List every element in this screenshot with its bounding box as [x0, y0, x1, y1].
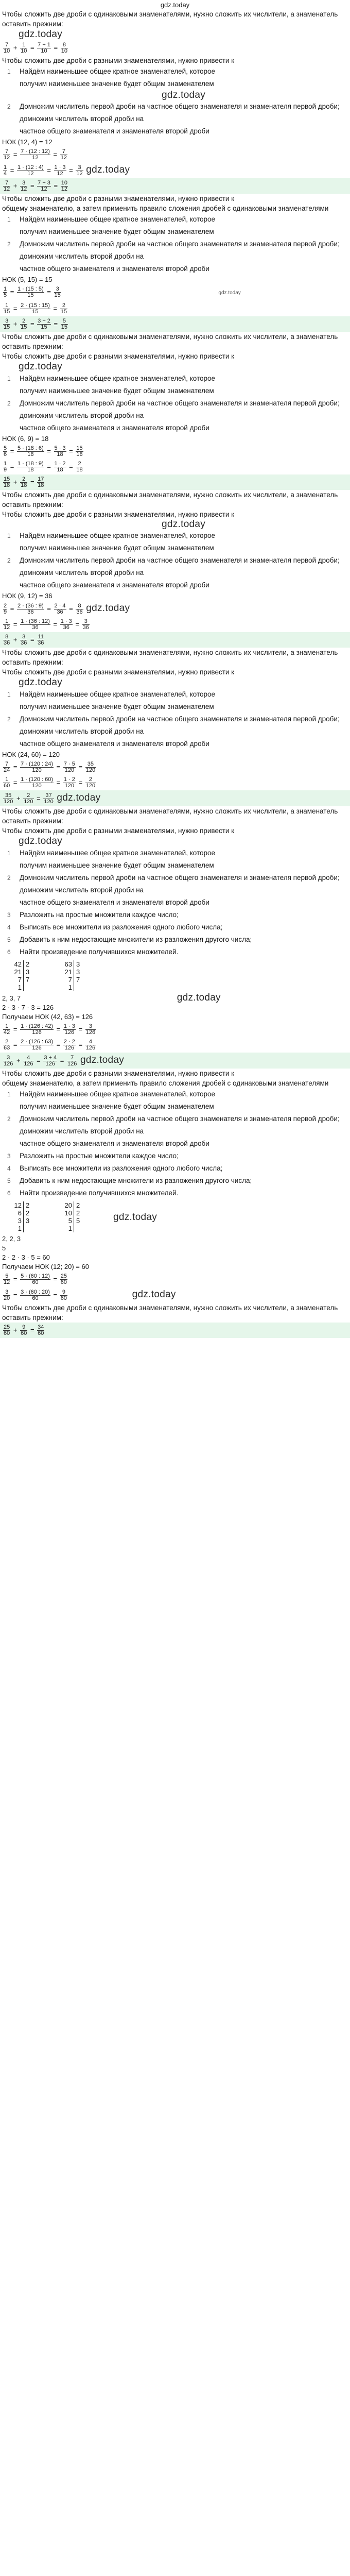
step-4: 4 Выписать все множители из разложения одного любого числа; — [7, 923, 223, 931]
step-1: 1 Найдём наименьшее общее кратное знаменателей, которое — [7, 690, 216, 698]
equation-line: $\frac{1}{42}$ = $\frac{1 \cdot (126 : 42)}{126}$ = $\frac{1 \cdot 3}{126}$ = $\frac{3}{126}$ — [4, 1023, 96, 1036]
example-5 — [2, 648, 348, 806]
step-1: 1 Найдём наименьшее общее кратное знаменателей, которое — [7, 849, 216, 857]
step-1: 1 Найдём наименьшее общее кратное знаменателей, которое — [7, 1090, 216, 1098]
primes-line: 2, 2, 3 — [2, 1235, 21, 1243]
rule-diff-denominator: Чтобы сложить две дроби с разными знаменателями, нужно привести к — [2, 511, 235, 518]
result-band — [0, 316, 350, 332]
result-band — [0, 790, 350, 806]
result-equation: $\frac{7}{12}$ + $\frac{3}{12}$ = $\frac{7 + 3}{12}$ = $\frac{10}{12}$ — [4, 180, 68, 193]
site-header[interactable] — [0, 0, 350, 9]
rule-diff-denominator-2: общему знаменателю, а затем применить правило сложения дробей с одинаковыми знаменателями — [2, 205, 329, 212]
step-1b: получим наименьшее значение будет общим знаменателем — [20, 80, 214, 88]
factor-column: 63 3 21 3 7 7 1 — [63, 960, 82, 991]
step-3: 3 Разложить на простые множители каждое число; — [7, 911, 179, 919]
example-1 — [2, 9, 348, 194]
watermark: gdz.today — [80, 1055, 125, 1065]
equation-line: $\frac{1}{12}$ = $\frac{1 \cdot (36 : 12)}{36}$ = $\frac{1 \cdot 3}{36}$ = $\frac{3}{36}$ — [4, 618, 89, 631]
equation-line: $\frac{5}{6}$ = $\frac{5 \cdot (18 : 6)}{18}$ = $\frac{5 \cdot 3}{18}$ = $\frac{15}{18}$ — [4, 445, 83, 458]
result-band — [0, 178, 350, 194]
equation-line: $\frac{3}{20}$ = $\frac{3 \cdot (60 : 20)}{60}$ = $\frac{9}{60}$ gdz.today — [4, 1289, 176, 1302]
step-1: 1 Найдём наименьшее общее кратное знаменателей, которое — [7, 67, 216, 75]
step-1b: получим наименьшее значение будет общим знаменателем — [20, 387, 214, 395]
factorization-table — [2, 960, 348, 991]
rule-diff-denominator-2: общему знаменателю, а затем применить правило сложения дробей с одинаковыми знаменателями — [2, 1079, 329, 1087]
product-line: 2 · 3 · 7 · 3 = 126 — [2, 1004, 54, 1011]
step-2: 2 Домножим числитель первой дроби на частное общего знаменателя и знаменателя первой дроби; домножим числитель второй дроби на — [7, 715, 340, 735]
equation-line: $\frac{7}{24}$ = $\frac{7 \cdot (120 : 24)}{120}$ = $\frac{7 \cdot 5}{120}$ = $\frac{35}{120}$ — [4, 761, 96, 774]
site-name[interactable]: gdz.today — [160, 1, 190, 9]
nok-line: НОК (24, 60) = 120 — [2, 751, 60, 758]
step-4: 4 Выписать все множители из разложения одного любого числа; — [7, 1164, 223, 1172]
step-6: 6 Найти произведение получившихся множителей. — [7, 948, 179, 956]
rule-same-denominator: Чтобы сложить две дроби с одинаковыми знаменателями, нужно сложить их числители, а знаменатель оставить прежним: — [2, 491, 338, 509]
rule-same-denominator: Чтобы сложить две дроби с одинаковыми знаменателями, нужно сложить их числители, а знаменатель оставить прежним: — [2, 807, 338, 825]
step-1: 1 Найдём наименьшее общее кратное знаменателей, которое — [7, 532, 216, 539]
step-1b: получим наименьшее значение будет общим знаменателем — [20, 228, 214, 235]
step-2b: частное общего знаменателя и знаменателя второй дроби — [20, 740, 209, 748]
step-2: 2 Домножим числитель первой дроби на частное общего знаменателя и знаменателя первой дроби; домножим числитель второй дроби на — [7, 399, 340, 419]
equation-line: $\frac{2}{9}$ = $\frac{2 \cdot (36 : 9)}{36}$ = $\frac{2 \cdot 4}{36}$ = $\frac{8}{36}$ gdz.today — [4, 603, 130, 616]
result-equation: $\frac{3}{15}$ + $\frac{2}{15}$ = $\frac{3 + 2}{15}$ = $\frac{5}{15}$ — [4, 318, 68, 331]
primes-line: 2, 3, 7 gdz.today — [2, 992, 221, 1003]
result-band — [0, 632, 350, 648]
step-3: 3 Разложить на простые множители каждое число; — [7, 1152, 179, 1160]
factorization-table — [2, 1201, 348, 1232]
step-2b: частное общего знаменателя и знаменателя второй дроби — [20, 424, 209, 432]
step-1b: получим наименьшее значение будет общим знаменателем — [20, 1103, 214, 1110]
watermark: gdz.today — [19, 29, 63, 40]
prime-line: 5 — [2, 1244, 6, 1252]
rule-diff-denominator: Чтобы сложить две дроби с разными знаменателями, нужно привести к — [2, 1070, 235, 1077]
step-2: 2 Домножим числитель первой дроби на частное общего знаменателя и знаменателя первой дроби; домножим числитель второй дроби на — [7, 1115, 340, 1135]
nok-line: НОК (5, 15) = 15 — [2, 276, 52, 283]
watermark: gdz.today — [132, 1289, 176, 1300]
equation-line: $\frac{1}{4}$ = $\frac{1 \cdot (12 : 4)}{12}$ = $\frac{1 \cdot 3}{12}$ = $\frac{3}{12}$ gdz.today — [4, 164, 130, 177]
factor-column: 20 2 10 2 5 5 1 — [63, 1201, 82, 1232]
step-5: 5 Добавить к ним недостающие множители из разложения другого числа; — [7, 936, 252, 943]
watermark: gdz.today — [57, 792, 101, 803]
rule-same-denominator: Чтобы сложить две дроби с одинаковыми знаменателями, нужно сложить их числители, а знаменатель оставить прежним: — [2, 10, 338, 28]
step-2b: частное общего знаменателя и знаменателя второй дроби — [20, 581, 209, 589]
watermark: gdz.today — [177, 992, 221, 1003]
example-4 — [2, 490, 348, 648]
rule-same-denominator: Чтобы сложить две дроби с одинаковыми знаменателями, нужно сложить их числители, а знаменатель оставить прежним: — [2, 333, 338, 350]
rule-diff-denominator: Чтобы сложить две дроби с разными знаменателями, нужно привести к — [2, 195, 235, 202]
result-band — [0, 474, 350, 490]
equation-line: $\frac{7}{12}$ = $\frac{7 \cdot (12 : 12)}{12}$ = $\frac{7}{12}$ — [4, 148, 67, 161]
nok-line: НОК (12, 4) = 12 — [2, 138, 52, 146]
equation-line: $\frac{2}{63}$ = $\frac{2 \cdot (126 : 63)}{126}$ = $\frac{2 \cdot 2}{126}$ = $\frac{4}{126}$ — [4, 1039, 96, 1052]
result-equation: $\frac{25}{60}$ + $\frac{9}{60}$ = $\frac{34}{60}$ — [4, 1324, 44, 1337]
nok-line: НОК (9, 12) = 36 — [2, 592, 52, 600]
rule-same-denominator: Чтобы сложить две дроби с одинаковыми знаменателями, нужно сложить их числители, а знаменатель оставить прежним: — [2, 1304, 338, 1321]
watermark: gdz.today — [19, 677, 63, 688]
watermark-small: gdz.today — [218, 290, 241, 296]
equation-line: $\frac{1}{9}$ = $\frac{1 \cdot (18 : 9)}{18}$ = $\frac{1 \cdot 2}{18}$ = $\frac{2}{18}$ — [4, 461, 83, 473]
watermark: gdz.today — [162, 90, 206, 100]
watermark: gdz.today — [19, 361, 63, 372]
step-2: 2 Домножим числитель первой дроби на частное общего знаменателя и знаменателя первой дроби; домножим числитель второй дроби на — [7, 874, 340, 894]
step-1b: получим наименьшее значение будет общим знаменателем — [20, 544, 214, 552]
example-6 — [2, 806, 348, 1069]
rule-diff-denominator: Чтобы сложить две дроби с разными знаменателями, нужно привести к — [2, 57, 235, 64]
rule-diff-denominator: Чтобы сложить две дроби с разными знаменателями, нужно привести к — [2, 352, 235, 360]
factor-column: 12 2 6 2 3 3 1 — [12, 1201, 32, 1232]
step-2b: частное общего знаменателя и знаменателя второй дроби — [20, 265, 209, 273]
watermark: gdz.today — [113, 1211, 157, 1223]
product-line: 2 · 2 · 3 · 5 = 60 — [2, 1253, 50, 1261]
step-1: 1 Найдём наименьшее общее кратное знаменателей, которое — [7, 215, 216, 223]
step-2: 2 Домножим числитель первой дроби на частное общего знаменателя и знаменателя первой дроби; домножим числитель второй дроби на — [7, 556, 340, 577]
equation-line: $\frac{1}{15}$ = $\frac{2 \cdot (15 : 15)}{15}$ = $\frac{2}{15}$ — [4, 302, 67, 315]
rule-diff-denominator: Чтобы сложить две дроби с разными знаменателями, нужно привести к — [2, 668, 235, 676]
rule-same-denominator: Чтобы сложить две дроби с одинаковыми знаменателями, нужно сложить их числители, а знаменатель оставить прежним: — [2, 649, 338, 666]
example-7 — [2, 1069, 348, 1338]
equation-line: $\frac{5}{12}$ = $\frac{5 \cdot (60 : 12)}{60}$ = $\frac{25}{60}$ — [4, 1273, 67, 1286]
result-equation: $\frac{35}{120}$ + $\frac{2}{120}$ = $\frac{37}{120}$ gdz.today — [4, 792, 101, 805]
nok-line: Получаем НОК (42, 63) = 126 — [2, 1013, 93, 1021]
result-band — [0, 1323, 350, 1338]
factor-column: 42 2 21 3 7 7 1 — [12, 960, 32, 991]
step-2b: частное общего знаменателя и знаменателя второй дроби — [20, 899, 209, 906]
watermark: gdz.today — [86, 164, 130, 175]
step-5: 5 Добавить к ним недостающие множители из разложения другого числа; — [7, 1177, 252, 1184]
step-1b: получим наименьшее значение будет общим знаменателем — [20, 861, 214, 869]
equation-line: $\frac{1}{60}$ = $\frac{1 \cdot (120 : 60)}{120}$ = $\frac{1 \cdot 2}{120}$ = $\frac{2}{120}$ — [4, 776, 96, 789]
step-2b: частное общего знаменателя и знаменателя второй дроби — [20, 127, 209, 135]
result-equation: $\frac{3}{126}$ + $\frac{4}{126}$ = $\frac{3 + 4}{126}$ = $\frac{7}{126}$ gdz.today — [4, 1055, 125, 1067]
step-2: 2 Домножим числитель первой дроби на частное общего знаменателя и знаменателя первой дроби; домножим числитель второй дроби на — [7, 103, 340, 123]
nok-line: Получаем НОК (12; 20) = 60 — [2, 1263, 89, 1270]
watermark: gdz.today — [19, 836, 63, 846]
result-equation: $\frac{8}{36}$ + $\frac{3}{36}$ = $\frac{11}{36}$ — [4, 634, 44, 647]
rule-diff-denominator: Чтобы сложить две дроби с разными знаменателями, нужно привести к — [2, 827, 235, 835]
equation-line: $\frac{1}{5}$ = $\frac{1 \cdot (15 : 5)}{15}$ = $\frac{3}{15}$ gdz.today — [4, 286, 241, 299]
result-equation: $\frac{15}{18}$ + $\frac{2}{18}$ = $\frac{17}{18}$ — [4, 476, 44, 489]
equation: $\frac{7}{10}$ + $\frac{1}{10}$ = $\frac{7 + 1}{10}$ = $\frac{8}{10}$ — [4, 42, 68, 55]
nok-line: НОК (6, 9) = 18 — [2, 435, 49, 443]
result-band — [0, 1053, 350, 1069]
step-1b: получим наименьшее значение будет общим знаменателем — [20, 703, 214, 710]
step-1: 1 Найдём наименьшее общее кратное знаменателей, которое — [7, 375, 216, 382]
example-3 — [2, 332, 348, 490]
step-2b: частное общего знаменателя и знаменателя второй дроби — [20, 1140, 209, 1147]
step-6: 6 Найти произведение получившихся множителей. — [7, 1189, 179, 1197]
watermark: gdz.today — [162, 519, 206, 530]
step-2: 2 Домножим числитель первой дроби на частное общего знаменателя и знаменателя первой дроби; домножим числитель второй дроби на — [7, 240, 340, 260]
solution-page — [0, 9, 350, 1338]
watermark: gdz.today — [86, 603, 130, 614]
example-2 — [2, 194, 348, 332]
